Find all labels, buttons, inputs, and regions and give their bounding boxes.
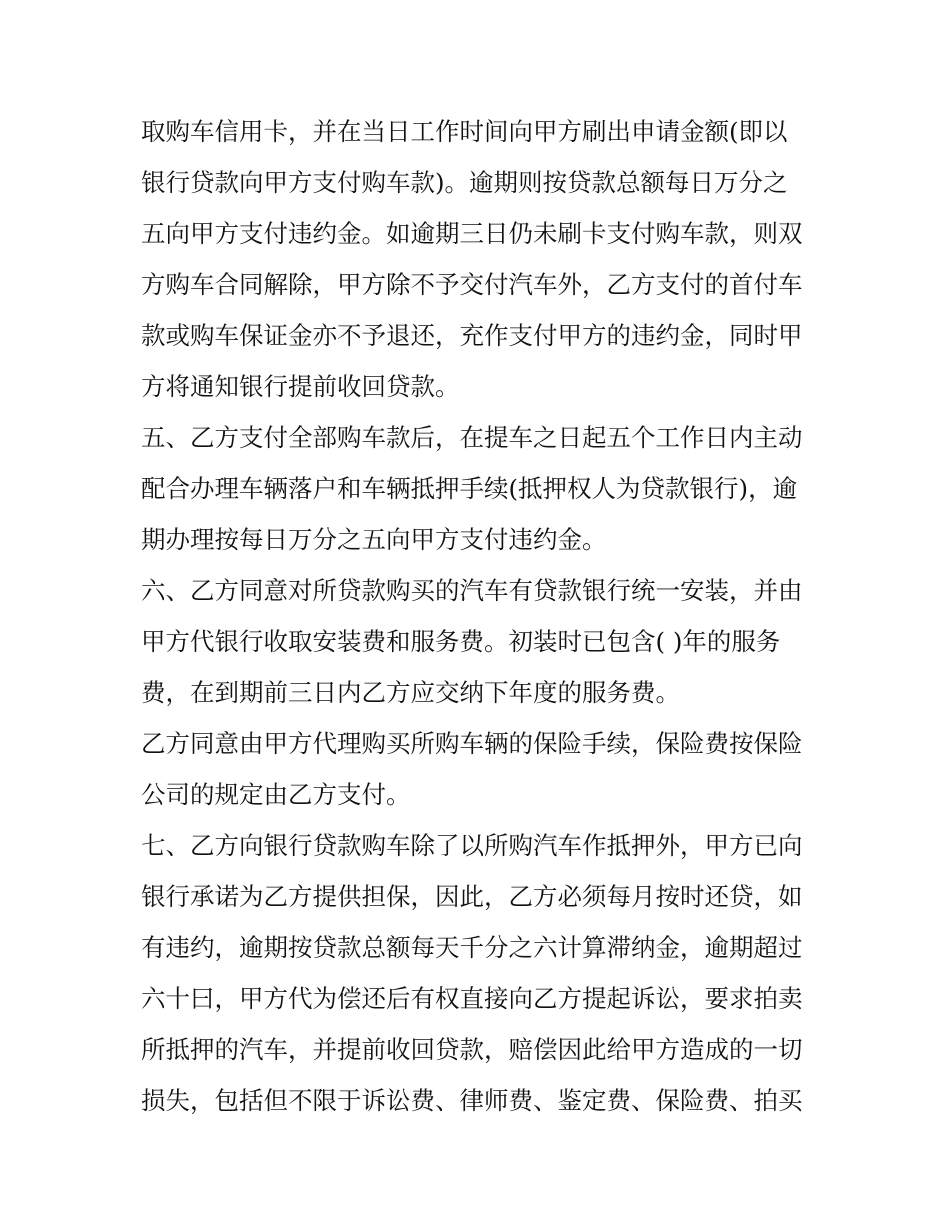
text-line-11: 甲方代银行收取安装费和服务费。初装时已包含( )年的服务 bbox=[141, 627, 781, 656]
text-line-2: 银行贷款向甲方支付购车款)。逾期则按贷款总额每日万分之 bbox=[141, 168, 788, 197]
text-line-5: 款或购车保证金亦不予退还，充作支付甲方的违约金，同时甲 bbox=[141, 321, 803, 350]
text-line-6: 方将通知银行提前收回贷款。 bbox=[141, 372, 460, 401]
text-line-10: 六、乙方同意对所贷款购买的汽车有贷款银行统一安装，并由 bbox=[141, 576, 803, 605]
text-line-4: 方购车合同解除，甲方除不予交付汽车外，乙方支付的首付车 bbox=[141, 270, 803, 299]
text-line-1: 取购车信用卡，并在当日工作时间向甲方刷出申请金额(即以 bbox=[141, 117, 788, 146]
text-line-8: 配合办理车辆落户和车辆抵押手续(抵押权人为贷款银行)，逾 bbox=[141, 474, 798, 503]
text-line-12: 费，在到期前三日内乙方应交纳下年度的服务费。 bbox=[141, 678, 680, 707]
text-line-17: 有违约，逾期按贷款总额每天千分之六计算滞纳金，逾期超过 bbox=[141, 933, 803, 962]
contract-text bbox=[141, 106, 821, 1126]
text-line-15: 七、乙方向银行贷款购车除了以所购汽车作抵押外，甲方已向 bbox=[141, 831, 803, 860]
text-line-3: 五向甲方支付违约金。如逾期三日仍未刷卡支付购车款，则双 bbox=[141, 219, 803, 248]
text-line-18: 六十曰，甲方代为偿还后有权直接向乙方提起诉讼，要求拍卖 bbox=[141, 984, 803, 1013]
text-line-9: 期办理按每日万分之五向甲方支付违约金。 bbox=[141, 525, 607, 554]
text-line-16: 银行承诺为乙方提供担保，因此，乙方必须每月按时还贷，如 bbox=[141, 882, 803, 911]
text-line-19: 所抵押的汽车，并提前收回贷款，赔偿因此给甲方造成的一切 bbox=[141, 1035, 803, 1064]
text-line-20: 损失，包括但不限于诉讼费、律师费、鉴定费、保险费、拍买 bbox=[141, 1086, 803, 1115]
text-line-14: 公司的规定由乙方支付。 bbox=[141, 780, 411, 809]
text-line-7: 五、乙方支付全部购车款后，在提车之日起五个工作日内主动 bbox=[141, 423, 803, 452]
text-line-13: 乙方同意由甲方代理购买所购车辆的保险手续，保险费按保险 bbox=[141, 729, 803, 758]
